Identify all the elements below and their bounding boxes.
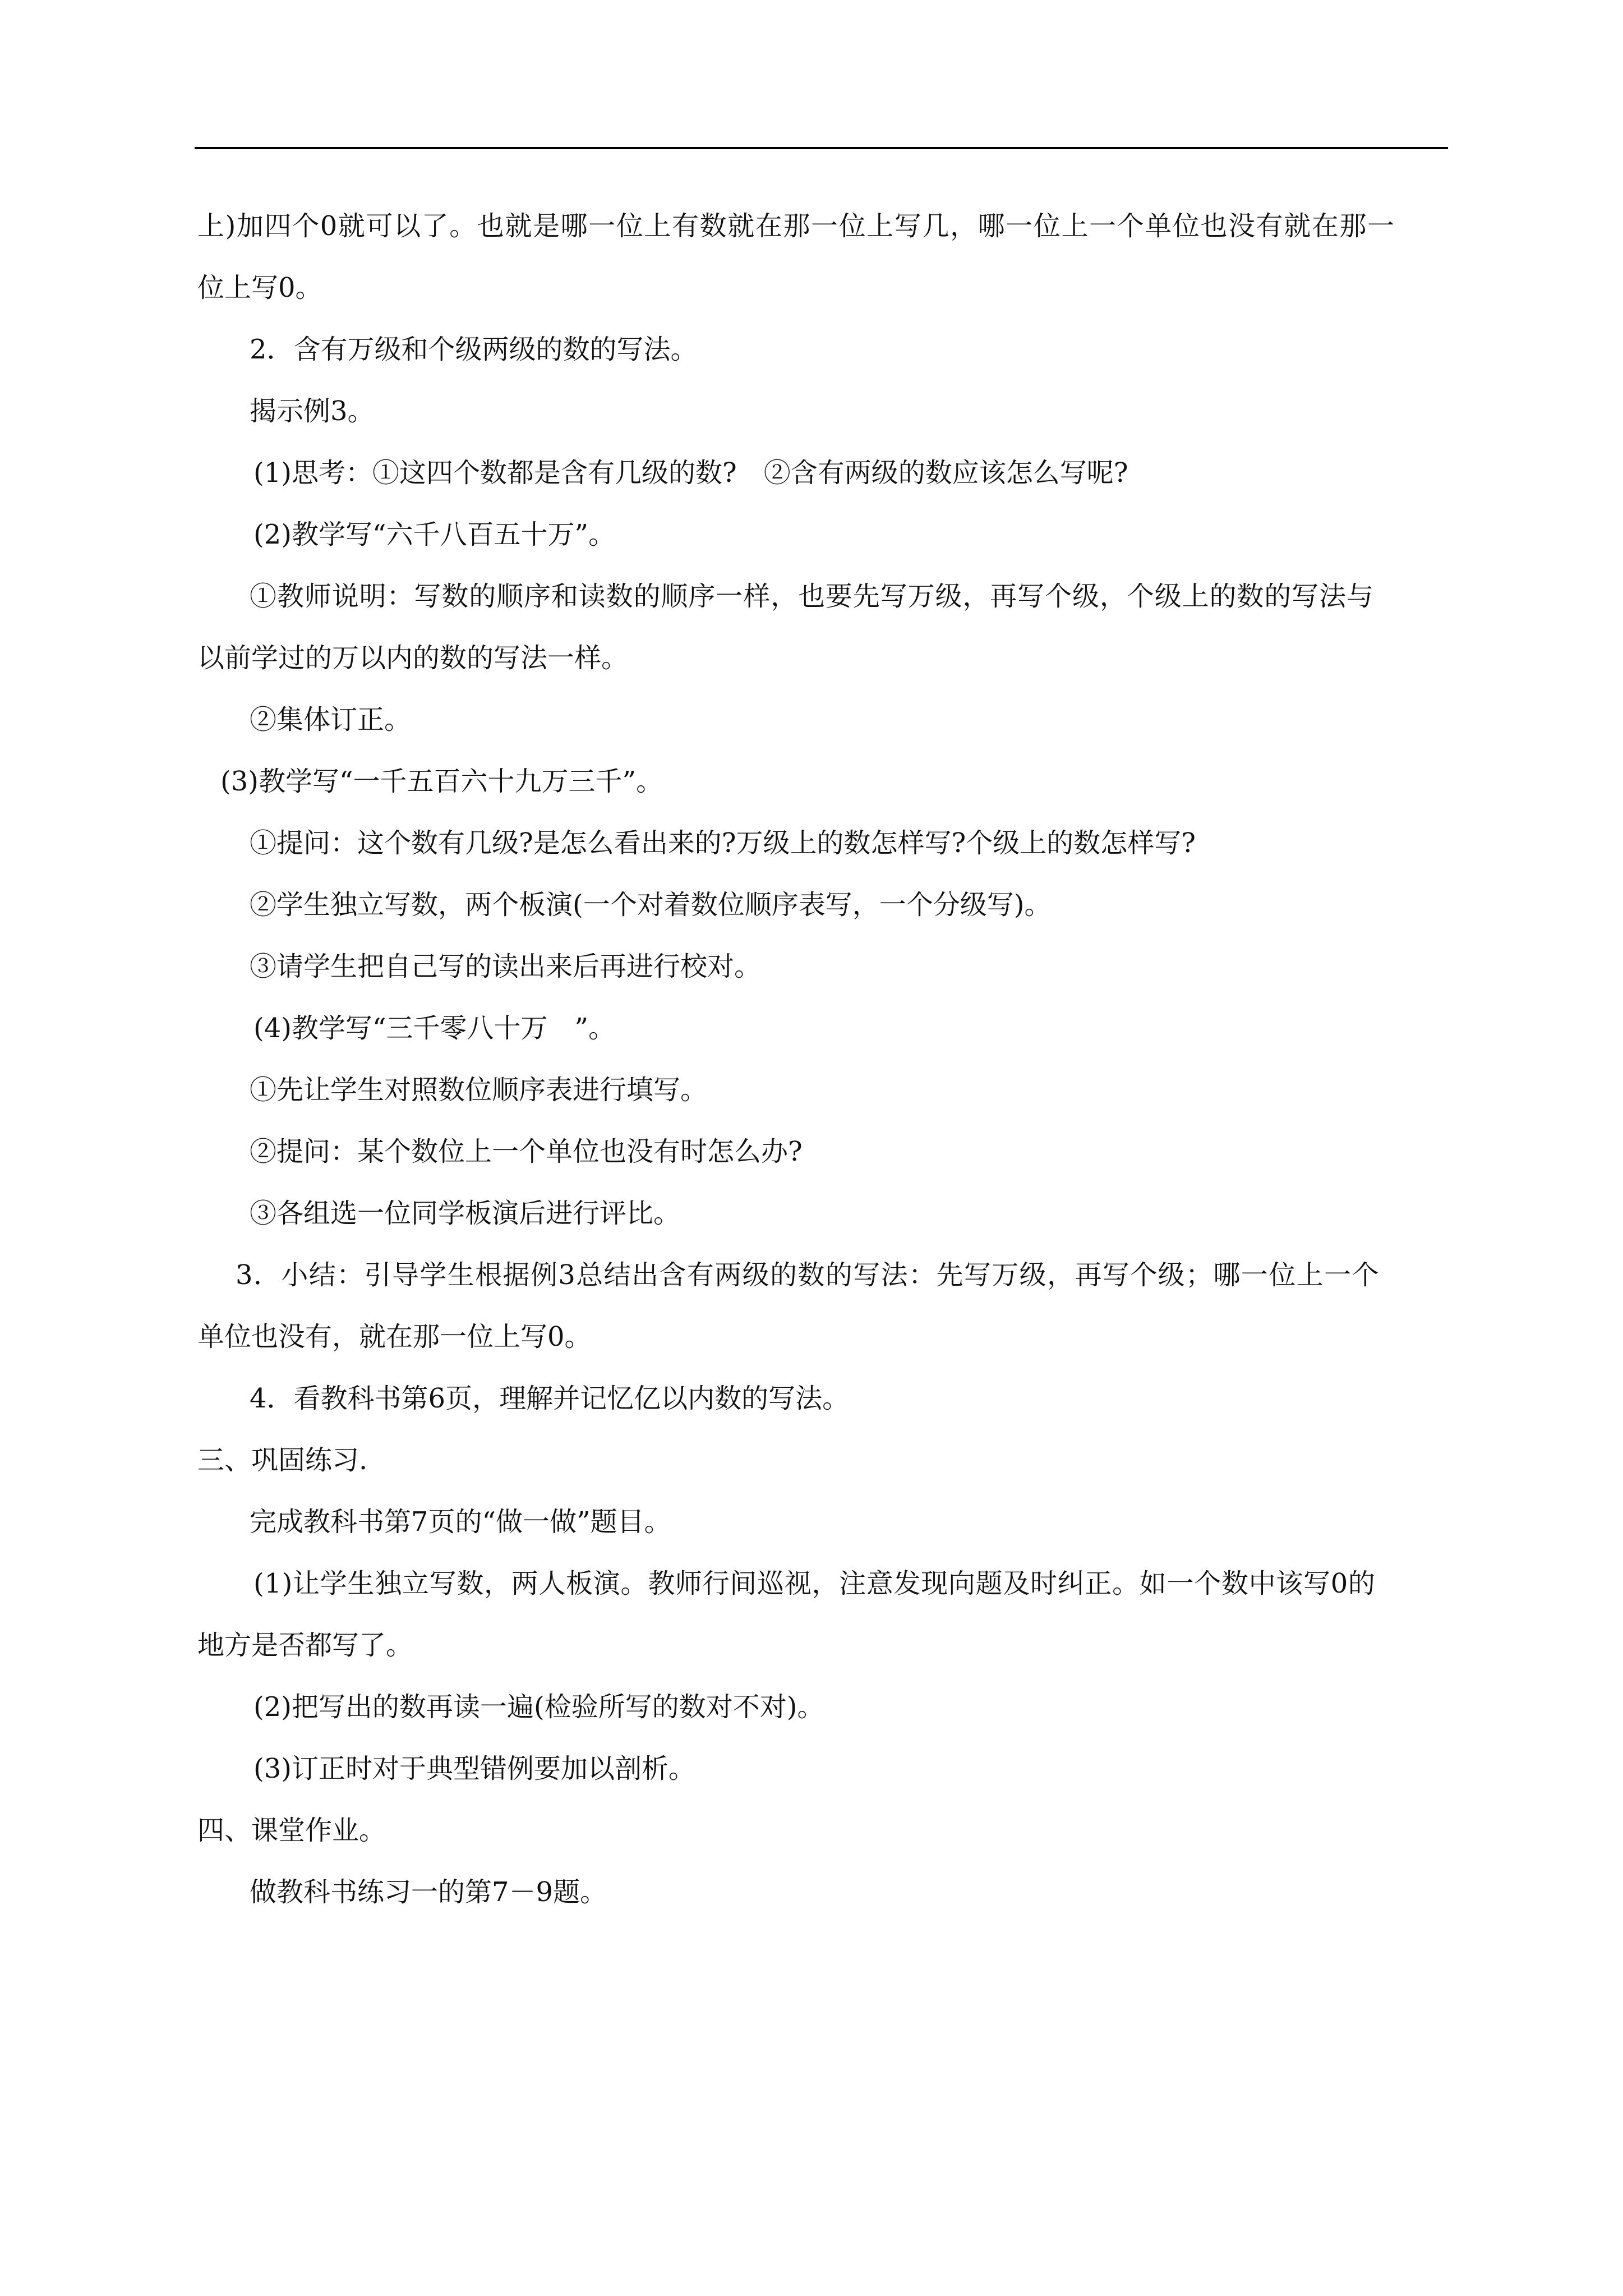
paragraph-line: (3)订正时对于典型错例要加以剖析。 [253, 1753, 695, 1784]
paragraph-line: ②学生独立写数，两个板演(一个对着数位顺序表写，一个分级写)。 [250, 889, 1052, 921]
paragraph-line: (4)教学写“三千零八十万 ”。 [253, 1013, 616, 1044]
paragraph-line: 揭示例3。 [250, 395, 375, 427]
paragraph-line: (3)教学写“一千五百六十九万三千”。 [220, 766, 663, 797]
paragraph-line: ②提问：某个数位上一个单位也没有时怎么办? [250, 1136, 803, 1167]
paragraph-line: 位上写0。 [197, 272, 322, 303]
paragraph-line: 完成教科书第7页的“做一做”题目。 [250, 1506, 671, 1538]
paragraph-line: ①先让学生对照数位顺序表进行填写。 [250, 1074, 708, 1106]
paragraph-line: ①教师说明：写数的顺序和读数的顺序一样，也要先写万级，再写个级，个级上的数的写法与 [250, 581, 1374, 612]
paragraph-line: 地方是否都写了。 [197, 1630, 413, 1661]
section-heading: 4．看教科书第6页，理解并记忆亿以内数的写法。 [250, 1383, 850, 1414]
section-heading: 2．含有万级和个级两级的数的写法。 [250, 334, 698, 365]
section-heading: 四、课堂作业。 [197, 1815, 386, 1846]
paragraph-line: 单位也没有，就在那一位上写0。 [197, 1321, 592, 1352]
paragraph-line: ③各组选一位同学板演后进行评比。 [250, 1198, 681, 1229]
paragraph-line: 做教科书练习一的第7－9题。 [250, 1876, 607, 1908]
paragraph-line: ②集体订正。 [250, 704, 412, 735]
paragraph-line: (2)把写出的数再读一遍(检验所写的数对不对)。 [253, 1691, 824, 1723]
paragraph-line: ①提问：这个数有几级?是怎么看出来的?万级上的数怎样写?个级上的数怎样写? [250, 827, 1196, 859]
header-rule [195, 147, 1448, 149]
paragraph-line: 上)加四个0就可以了。也就是哪一位上有数就在那一位上写几，哪一位上一个单位也没有就在那一 [197, 210, 1395, 242]
paragraph-line: (1)思考：①这四个数都是含有几级的数? ②含有两级的数应该怎么写呢? [253, 457, 1128, 489]
section-heading: 3．小结：引导学生根据例3总结出含有两级的数的写法：先写万级，再写个级；哪一位上一个 [236, 1259, 1380, 1291]
section-heading: 三、巩固练习. [197, 1444, 368, 1476]
paragraph-line: (1)让学生独立写数，两人板演。教师行间巡视，注意发现向题及时纠正。如一个数中该写0的 [253, 1568, 1376, 1599]
paragraph-line: ③请学生把自己写的读出来后再进行校对。 [250, 951, 762, 982]
paragraph-line: 以前学过的万以内的数的写法一样。 [197, 642, 629, 674]
paragraph-line: (2)教学写“六千八百五十万”。 [253, 519, 616, 550]
